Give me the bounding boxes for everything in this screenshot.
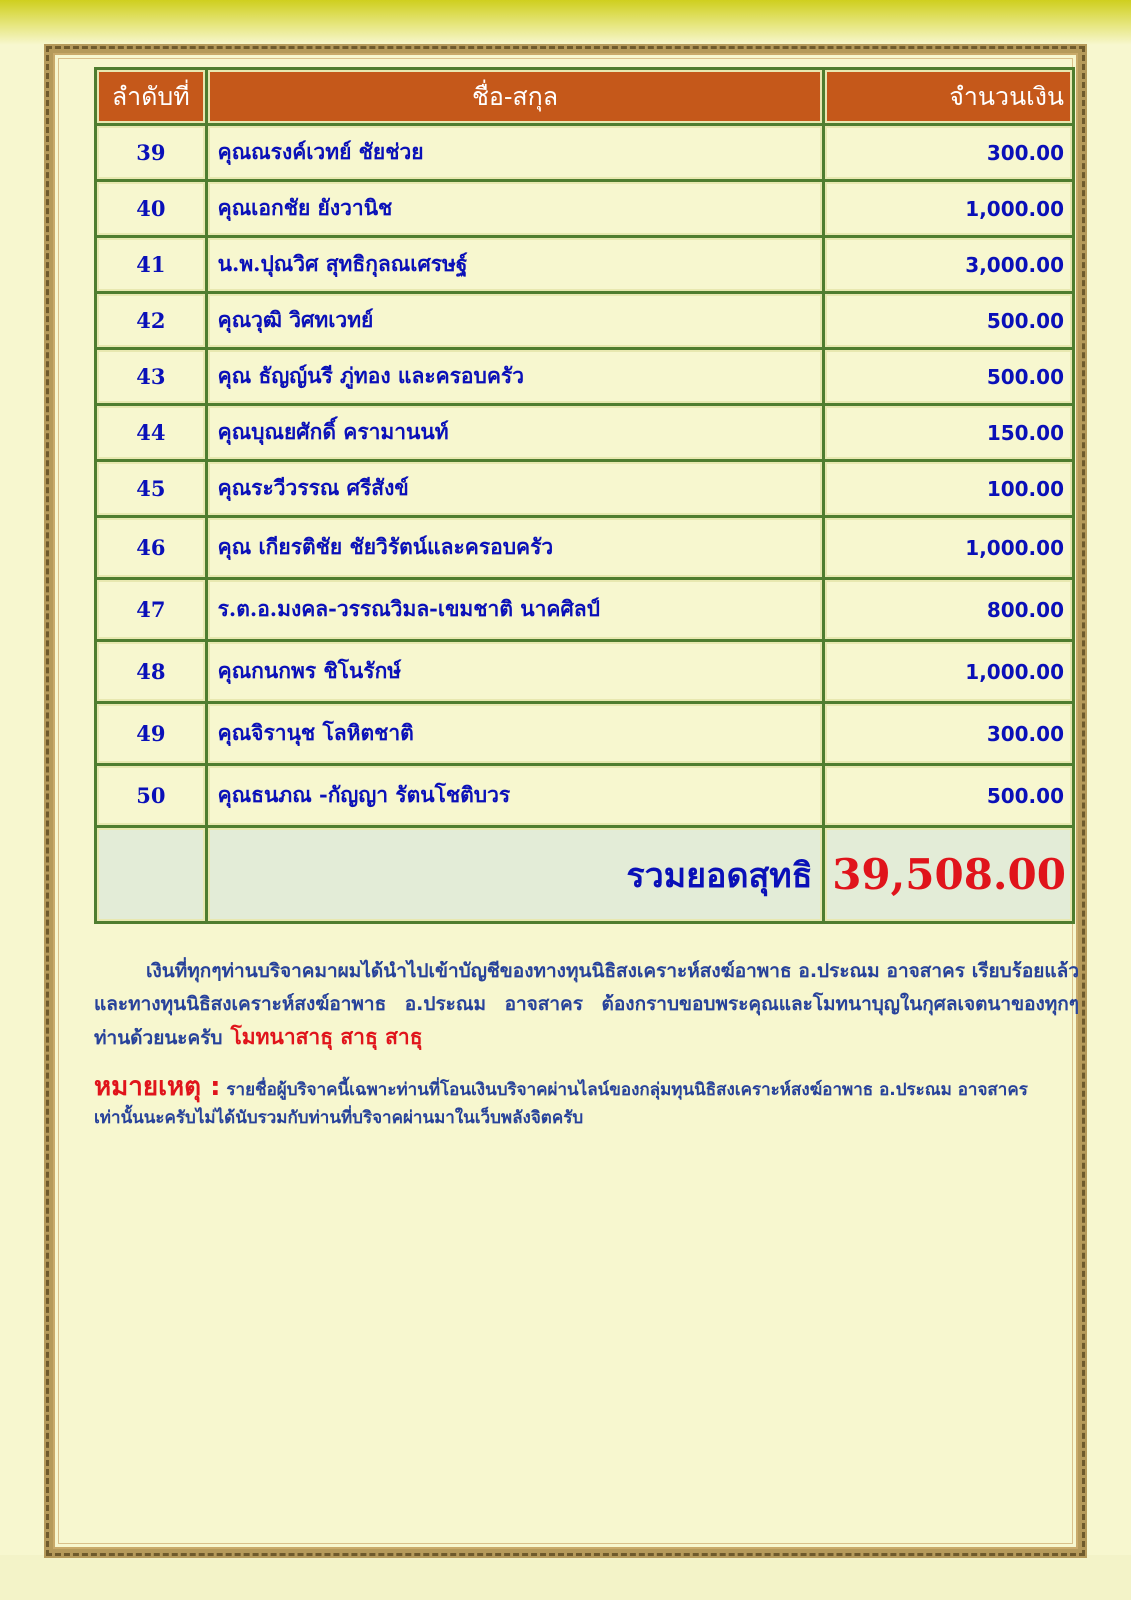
donation-amount: 100.00 — [825, 462, 1072, 515]
row-number: 42 — [97, 294, 205, 347]
donor-name: คุณวุฒิ วิศทเวทย์ — [208, 294, 823, 347]
donor-name: คุณระวีวรรณ ศรีสังข์ — [208, 462, 823, 515]
table-row — [97, 642, 1072, 701]
row-number: 46 — [97, 518, 205, 577]
donor-name: คุณณรงค์เวทย์ ชัยช่วย — [208, 126, 823, 179]
donation-amount: 300.00 — [825, 704, 1072, 763]
header-number: ลำดับที่ — [97, 70, 205, 123]
donation-amount: 1,000.00 — [825, 518, 1072, 577]
donor-name: คุณ เกียรติชัย ชัยวิรัตน์และครอบครัว — [208, 518, 823, 577]
table-row — [97, 766, 1072, 825]
row-number: 50 — [97, 766, 205, 825]
total-empty-cell — [97, 828, 205, 921]
donation-amount: 300.00 — [825, 126, 1072, 179]
top-gradient-band — [0, 0, 1131, 45]
donor-rows — [97, 126, 1072, 921]
donor-name: ร.ต.อ.มงคล-วรรณวิมล-เขมชาติ นาคศิลป์ — [208, 580, 823, 639]
donation-amount: 150.00 — [825, 406, 1072, 459]
paragraph-text: เงินที่ทุกๆท่านบริจาคมาผมได้นำไปเข้าบัญชีของทางทุนนิธิสงเคราะห์สงฆ์อาพาธ อ.ประณม อาจสาคร เรียบร้อยแล้ว และทางทุนนิธิสงเคราะห์สงฆ์อาพาธ อ.ประณม อาจสาคร ต้องกราบขอบพระคุณและโมทนาบุญในกุศลเจตนาของทุกๆท่านด้วยนะครับ — [94, 960, 1079, 1049]
donation-amount: 500.00 — [825, 766, 1072, 825]
total-value: 39,508.00 — [825, 828, 1072, 921]
donor-name: คุณบุณยศักดิ์ ครามานนท์ — [208, 406, 823, 459]
table-row — [97, 406, 1072, 459]
donation-amount: 3,000.00 — [825, 238, 1072, 291]
table-row — [97, 126, 1072, 179]
header-name: ชื่อ-สกุล — [208, 70, 823, 123]
blessing-text: โมทนาสาธุ สาธุ สาธุ — [230, 1025, 423, 1049]
table-row — [97, 518, 1072, 577]
bottom-band — [0, 1555, 1131, 1600]
donation-amount: 1,000.00 — [825, 182, 1072, 235]
donor-name: น.พ.ปุณวิศ สุทธิกุลณเศรษฐ์ — [208, 238, 823, 291]
table-row — [97, 704, 1072, 763]
remark-label: หมายเหตุ : — [94, 1072, 221, 1102]
table-row — [97, 294, 1072, 347]
donation-amount: 500.00 — [825, 350, 1072, 403]
table-row — [97, 462, 1072, 515]
row-number: 48 — [97, 642, 205, 701]
table-row — [97, 580, 1072, 639]
donor-name: คุณธนภณ -กัญญา รัตนโชติบวร — [208, 766, 823, 825]
row-number: 43 — [97, 350, 205, 403]
donation-amount: 800.00 — [825, 580, 1072, 639]
donor-name: คุณ ธัญญ์นรี ภู่ทอง และครอบครัว — [208, 350, 823, 403]
header-amount: จำนวนเงิน — [825, 70, 1072, 123]
table-header-row — [97, 70, 1072, 123]
row-number: 41 — [97, 238, 205, 291]
table-row — [97, 350, 1072, 403]
row-number: 39 — [97, 126, 205, 179]
remark-block — [94, 1073, 1079, 1132]
donor-name: คุณเอกชัย ยังวานิช — [208, 182, 823, 235]
row-number: 44 — [97, 406, 205, 459]
row-number: 45 — [97, 462, 205, 515]
table-row — [97, 182, 1072, 235]
donor-table — [94, 67, 1075, 924]
donor-name: คุณกนกพร ชิโนรักษ์ — [208, 642, 823, 701]
donor-name: คุณจิรานุช โลหิตชาติ — [208, 704, 823, 763]
row-number: 47 — [97, 580, 205, 639]
donation-amount: 1,000.00 — [825, 642, 1072, 701]
total-row — [97, 828, 1072, 921]
thank-you-paragraph — [94, 955, 1079, 1055]
row-number: 40 — [97, 182, 205, 235]
remark-text: รายชื่อผู้บริจาคนี้เฉพาะท่านที่โอนเงินบริจาคผ่านไลน์ของกลุ่มทุนนิธิสงเคราะห์สงฆ์อาพาธ อ.ประณม อาจสาคร เท่านั้นนะครับไม่ได้นับรวมกับท่านที่บริจาคผ่านมาในเว็บพลังจิตครับ — [94, 1080, 1028, 1128]
table-row — [97, 238, 1072, 291]
donation-amount: 500.00 — [825, 294, 1072, 347]
total-label: รวมยอดสุทธิ — [208, 828, 823, 921]
row-number: 49 — [97, 704, 205, 763]
